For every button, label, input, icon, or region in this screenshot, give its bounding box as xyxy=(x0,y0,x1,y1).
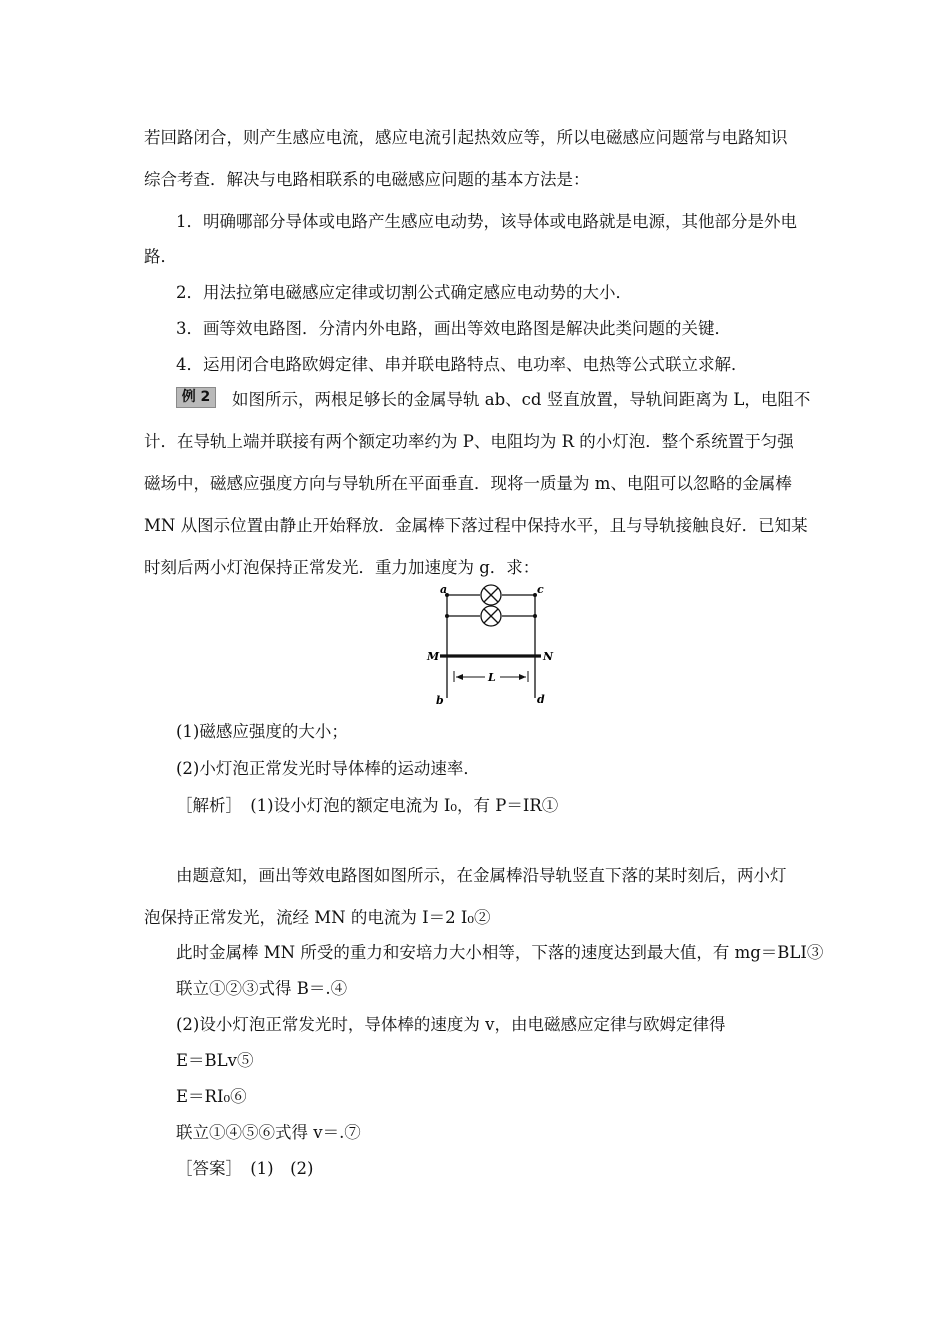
analysis-line-3: 泡保持正常发光，流经 MN 的电流为 I＝2 I₀② xyxy=(144,908,491,927)
answer-line: ［答案］ (1) (2) xyxy=(176,1159,314,1178)
label-n: N xyxy=(543,650,554,663)
label-l: L xyxy=(488,671,496,684)
label-c: c xyxy=(537,583,544,596)
step-3: 3．画等效电路图．分清内外电路，画出等效电路图是解决此类问题的关键． xyxy=(176,319,731,338)
example-badge: 例 2 xyxy=(176,387,216,408)
example-line-3: 磁场中，磁感应强度方向与导轨所在平面垂直．现将一质量为 m、电阻可以忽略的金属棒 xyxy=(144,474,792,493)
step-4: 4．运用闭合电路欧姆定律、串并联电路特点、电功率、电热等公式联立求解． xyxy=(176,355,748,374)
step-2: 2．用法拉第电磁感应定律或切割公式确定感应电动势的大小． xyxy=(176,283,632,302)
analysis-line-2: 由题意知，画出等效电路图如图所示，在金属棒沿导轨竖直下落的某时刻后，两小灯 xyxy=(176,866,787,885)
step-1-line-2: 路． xyxy=(144,247,177,266)
label-d: d xyxy=(537,693,545,706)
analysis-line-1: ［解析］ (1)设小灯泡的额定电流为 I₀，有 P＝IR① xyxy=(176,796,559,815)
analysis-line-4: 此时金属棒 MN 所受的重力和安培力大小相等，下落的速度达到最大值，有 mg＝BLI③ xyxy=(176,943,824,962)
label-b: b xyxy=(436,694,444,707)
example-line-5: 时刻后两小灯泡保持正常发光．重力加速度为 g．求： xyxy=(144,558,540,577)
analysis-line-5: 联立①②③式得 B＝.④ xyxy=(176,979,348,998)
example-line-2: 计．在导轨上端并联接有两个额定功率约为 P、电阻均为 R 的小灯泡．整个系统置于匀强 xyxy=(144,432,794,451)
analysis-line-7: E＝BLv⑤ xyxy=(176,1051,254,1070)
intro-line-2: 综合考查．解决与电路相联系的电磁感应问题的基本方法是： xyxy=(144,170,590,189)
label-a: a xyxy=(440,583,448,596)
step-1-line-1: 1．明确哪部分导体或电路产生感应电动势，该导体或电路就是电源，其他部分是外电 xyxy=(176,212,797,231)
circuit-figure xyxy=(420,582,570,707)
intro-line-1: 若回路闭合，则产生感应电流，感应电流引起热效应等，所以电磁感应问题常与电路知识 xyxy=(144,128,788,147)
question-2: (2)小灯泡正常发光时导体棒的运动速率． xyxy=(176,759,480,778)
question-1: (1)磁感应强度的大小； xyxy=(176,722,348,741)
example-line-1: 如图所示，两根足够长的金属导轨 ab、cd 竖直放置，导轨间距离为 L，电阻不 xyxy=(232,390,811,409)
label-m: M xyxy=(427,650,440,663)
analysis-line-8: E＝RI₀⑥ xyxy=(176,1087,247,1106)
analysis-line-9: 联立①④⑤⑥式得 v＝.⑦ xyxy=(176,1123,361,1142)
example-line-4: MN 从图示位置由静止开始释放．金属棒下落过程中保持水平，且与导轨接触良好．已知某 xyxy=(144,516,808,535)
analysis-line-6: (2)设小灯泡正常发光时，导体棒的速度为 v，由电磁感应定律与欧姆定律得 xyxy=(176,1015,726,1034)
